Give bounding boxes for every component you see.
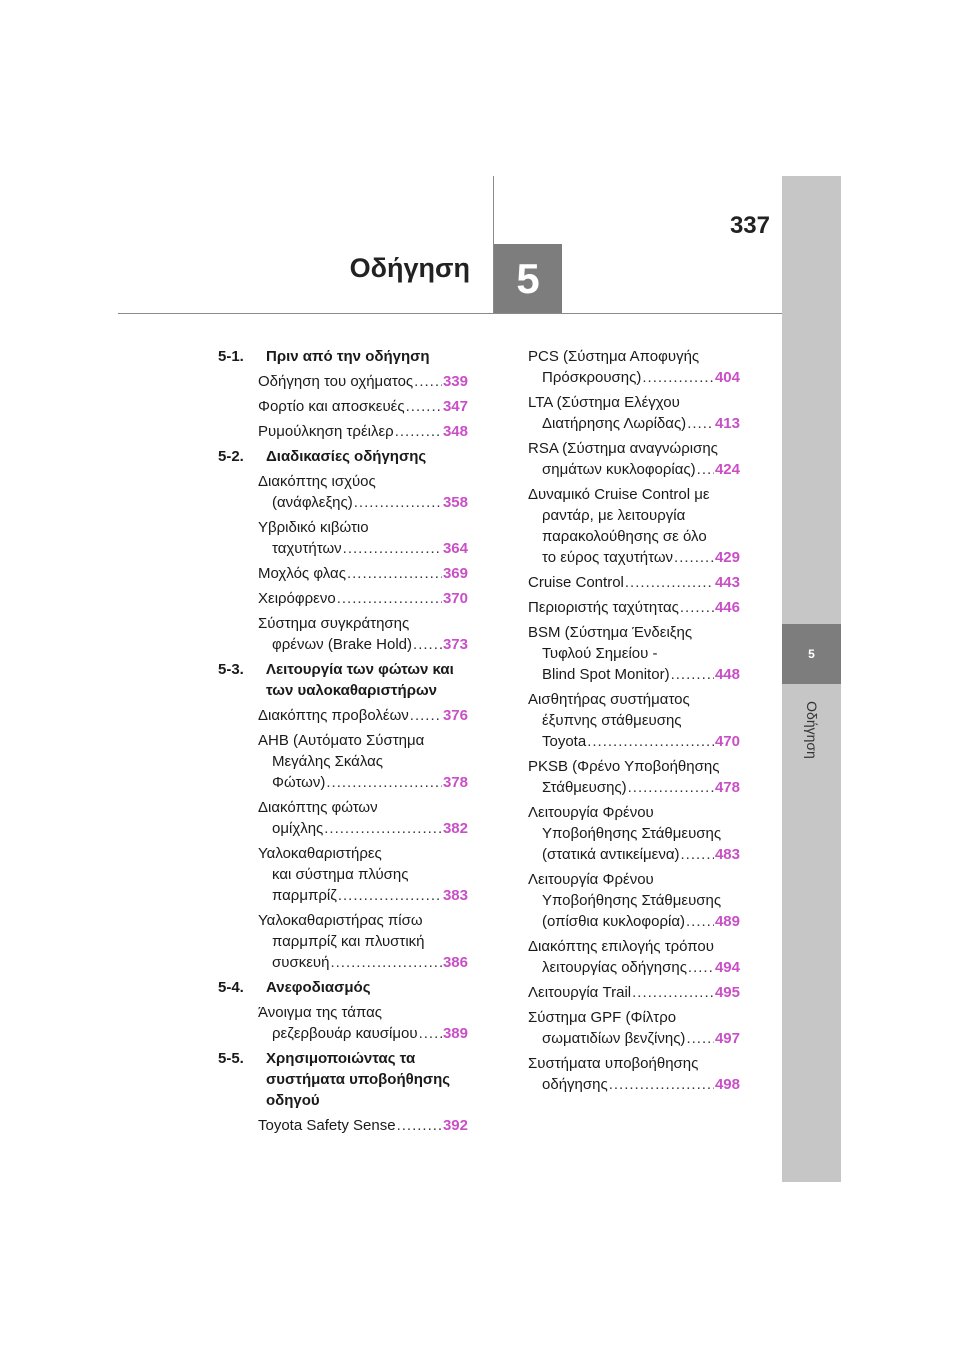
toc-entry-text: Πρόσκρουσης) xyxy=(542,369,642,386)
toc-entry[interactable] xyxy=(528,802,740,865)
toc-entry-last-line xyxy=(528,459,740,480)
toc-page-link[interactable]: 364 xyxy=(442,540,468,557)
header-horizontal-rule xyxy=(118,313,782,314)
toc-entry[interactable] xyxy=(528,346,740,388)
toc-entry-last-line xyxy=(258,396,468,417)
toc-entry-text: παρακολούθησης σε όλο xyxy=(542,528,707,545)
toc-entry-text: Διακόπτης ισχύος xyxy=(258,473,376,490)
toc-page-link[interactable]: 386 xyxy=(442,954,468,971)
toc-page-link[interactable]: 446 xyxy=(714,599,740,616)
toc-entry-text: συσκευή xyxy=(272,954,330,971)
toc-entry-last-line xyxy=(528,1028,740,1049)
toc-leader-dots xyxy=(347,563,442,584)
toc-page-link[interactable]: 339 xyxy=(442,373,468,390)
toc-leader-dots xyxy=(410,705,442,726)
toc-entry-last-line xyxy=(528,572,740,593)
toc-entry-text: παρμπρίζ και πλυστική xyxy=(272,933,425,950)
toc-entry-text: Λειτουργία Φρένου xyxy=(528,871,654,888)
toc-entry[interactable] xyxy=(528,438,740,480)
toc-entry-last-line xyxy=(528,957,740,978)
toc-entry[interactable] xyxy=(528,1007,740,1049)
toc-entry-text: Οδήγηση του οχήματος xyxy=(258,373,414,390)
toc-leader-dots xyxy=(681,844,714,865)
toc-entry-text: (οπίσθια κυκλοφορία) xyxy=(542,913,685,930)
toc-leader-dots xyxy=(628,777,714,798)
toc-entry-text: οδήγησης xyxy=(542,1076,608,1093)
toc-entry-text: σημάτων κυκλοφορίας) xyxy=(542,461,696,478)
toc-entry-text: Περιοριστής ταχύτητας xyxy=(528,599,679,616)
toc-entry-text: Υποβοήθησης Στάθμευσης xyxy=(542,892,722,909)
toc-entry[interactable] xyxy=(218,843,468,906)
toc-page-link[interactable]: 498 xyxy=(714,1076,740,1093)
toc-entry-last-line xyxy=(258,705,468,726)
toc-leader-dots xyxy=(632,982,714,1003)
toc-section-number: 5-1. xyxy=(218,348,244,365)
toc-leader-dots xyxy=(337,588,442,609)
toc-entry-text: λειτουργίας οδήγησης xyxy=(542,959,687,976)
toc-entry[interactable] xyxy=(528,484,740,568)
toc-leader-dots xyxy=(354,492,442,513)
toc-page-link[interactable]: 483 xyxy=(714,846,740,863)
toc-leader-dots xyxy=(680,597,714,618)
toc-entry-last-line xyxy=(528,731,740,752)
toc-entry-last-line xyxy=(258,588,468,609)
toc-entry-text: Cruise Control xyxy=(528,574,624,591)
toc-entry[interactable] xyxy=(528,572,740,593)
toc-entry-text: BSM (Σύστημα Ένδειξης xyxy=(528,624,693,641)
toc-entry-text: PCS (Σύστημα Αποφυγής xyxy=(528,348,700,365)
toc-leader-dots xyxy=(338,885,442,906)
toc-entry-last-line xyxy=(528,1074,740,1095)
toc-entry-last-line xyxy=(258,421,468,442)
toc-entry-last-line xyxy=(528,844,740,865)
toc-leader-dots xyxy=(587,731,714,752)
toc-entry-text: Toyota xyxy=(542,733,587,750)
toc-entry[interactable] xyxy=(218,371,468,392)
toc-section-title: Λειτουργία των φώτων και xyxy=(266,661,454,678)
toc-page-link[interactable]: 478 xyxy=(714,779,740,796)
toc-entry-last-line xyxy=(528,413,740,434)
toc-page-link[interactable]: 413 xyxy=(714,415,740,432)
toc-entry-last-line xyxy=(258,1023,468,1044)
toc-entry[interactable] xyxy=(218,730,468,793)
toc-entry-last-line xyxy=(528,982,740,1003)
toc-entry-text: Δυναμικό Cruise Control με xyxy=(528,486,710,503)
toc-page-link[interactable]: 470 xyxy=(714,733,740,750)
toc-leader-dots xyxy=(671,664,714,685)
side-tab-number: 5 xyxy=(808,647,815,661)
toc-left-column xyxy=(218,346,468,1140)
toc-page-link[interactable]: 424 xyxy=(714,461,740,478)
toc-entry-text: Στάθμευσης) xyxy=(542,779,627,796)
toc-page-link[interactable]: 348 xyxy=(442,423,468,440)
toc-entry-last-line xyxy=(528,664,740,685)
toc-entry-text: Χειρόφρενο xyxy=(258,590,336,607)
toc-entry-text: Υποβοήθησης Στάθμευσης xyxy=(542,825,722,842)
toc-entry-last-line xyxy=(258,772,468,793)
toc-entry-text: Διακόπτης φώτων xyxy=(258,799,378,816)
toc-entry-last-line xyxy=(258,1115,468,1136)
toc-section-title: Διαδικασίες οδήγησης xyxy=(266,448,427,465)
toc-leader-dots xyxy=(688,957,714,978)
toc-page-link[interactable]: 443 xyxy=(714,574,740,591)
toc-page-link[interactable]: 369 xyxy=(442,565,468,582)
toc-entry-text: Διατήρησης Λωρίδας) xyxy=(542,415,687,432)
toc-entry-last-line xyxy=(258,563,468,584)
toc-entry-text: Toyota Safety Sense xyxy=(258,1117,396,1134)
toc-entry-last-line xyxy=(258,818,468,839)
toc-page-link[interactable]: 370 xyxy=(442,590,468,607)
toc-leader-dots xyxy=(609,1074,714,1095)
toc-entry[interactable] xyxy=(218,421,468,442)
toc-entry[interactable] xyxy=(218,396,468,417)
toc-leader-dots xyxy=(625,572,714,593)
toc-entry[interactable] xyxy=(218,1115,468,1136)
toc-leader-dots xyxy=(395,421,442,442)
chapter-title: Οδήγηση xyxy=(349,253,470,283)
toc-page-link[interactable]: 373 xyxy=(442,636,468,653)
toc-page-link[interactable]: 389 xyxy=(442,1025,468,1042)
toc-entry[interactable] xyxy=(528,392,740,434)
side-index-tab[interactable] xyxy=(782,624,841,684)
toc-entry-text: Διακόπτης προβολέων xyxy=(258,707,409,724)
toc-entry[interactable] xyxy=(218,705,468,726)
toc-entry-text: Μεγάλης Σκάλας xyxy=(272,753,384,770)
toc-entry-text: Φορτίο και αποσκευές xyxy=(258,398,405,415)
toc-entry-last-line xyxy=(528,367,740,388)
toc-entry-text: PKSB (Φρένο Υποβοήθησης xyxy=(528,758,720,775)
toc-page-link[interactable]: 494 xyxy=(714,959,740,976)
toc-entry-text: Blind Spot Monitor) xyxy=(542,666,670,683)
toc-section-number: 5-3. xyxy=(218,661,244,678)
toc-entry[interactable] xyxy=(528,597,740,618)
toc-entry-text: ταχυτήτων xyxy=(272,540,342,557)
side-tab-label: Οδήγηση xyxy=(804,701,820,759)
toc-entry-last-line xyxy=(528,597,740,618)
toc-entry-text: Υαλοκαθαριστήρας πίσω xyxy=(258,912,423,929)
toc-leader-dots xyxy=(642,367,714,388)
toc-section-heading xyxy=(218,346,468,367)
toc-entry-last-line xyxy=(258,634,468,655)
toc-entry-text: LTA (Σύστημα Ελέγχου xyxy=(528,394,680,411)
toc-leader-dots xyxy=(324,818,442,839)
toc-entry[interactable] xyxy=(528,1053,740,1095)
toc-entry-text: ρεζερβουάρ καυσίμου xyxy=(272,1025,418,1042)
toc-entry-text: το εύρος ταχυτήτων xyxy=(542,549,674,566)
toc-entry-text: Λειτουργία Φρένου xyxy=(528,804,654,821)
toc-entry-last-line xyxy=(258,538,468,559)
toc-entry-last-line xyxy=(258,885,468,906)
toc-page-link[interactable]: 383 xyxy=(442,887,468,904)
toc-page-link[interactable]: 382 xyxy=(442,820,468,837)
toc-page-link[interactable]: 497 xyxy=(714,1030,740,1047)
toc-leader-dots xyxy=(674,547,714,568)
toc-entry-last-line xyxy=(528,777,740,798)
toc-entry-text: RSA (Σύστημα αναγνώρισης xyxy=(528,440,718,457)
toc-section-heading xyxy=(218,446,468,467)
toc-section-heading xyxy=(218,977,468,998)
toc-entry-text: παρμπρίζ xyxy=(272,887,337,904)
toc-entry-text: και σύστημα πλύσης xyxy=(272,866,409,883)
toc-entry-text: Υβριδικό κιβώτιο xyxy=(258,519,369,536)
toc-entry[interactable] xyxy=(218,517,468,559)
toc-entry-text: Διακόπτης επιλογής τρόπου xyxy=(528,938,714,955)
toc-page-link[interactable]: 358 xyxy=(442,494,468,511)
toc-entry-text: φρένων (Brake Hold) xyxy=(272,636,413,653)
toc-entry[interactable] xyxy=(218,563,468,584)
toc-leader-dots xyxy=(330,952,442,973)
toc-entry-text: Άνοιγμα της τάπας xyxy=(258,1004,382,1021)
toc-entry-last-line xyxy=(258,371,468,392)
toc-entry[interactable] xyxy=(528,756,740,798)
toc-leader-dots xyxy=(686,911,714,932)
toc-entry[interactable] xyxy=(218,1002,468,1044)
toc-entry[interactable] xyxy=(528,869,740,932)
toc-right-column xyxy=(528,346,740,1099)
toc-page-link[interactable]: 495 xyxy=(714,984,740,1001)
toc-section-heading xyxy=(218,1048,468,1111)
toc-entry-text: Φώτων) xyxy=(272,774,326,791)
toc-section-heading xyxy=(218,659,468,701)
toc-entry[interactable] xyxy=(218,797,468,839)
toc-entry-last-line xyxy=(258,492,468,513)
toc-section-title: Πριν από την οδήγηση xyxy=(266,348,430,365)
toc-entry-text: Αισθητήρας συστήματος xyxy=(528,691,690,708)
toc-leader-dots xyxy=(343,538,442,559)
toc-entry-text: Σύστημα GPF (Φίλτρο xyxy=(528,1009,677,1026)
toc-section-number: 5-4. xyxy=(218,979,244,996)
toc-section-number: 5-2. xyxy=(218,448,244,465)
toc-entry-text: Λειτουργία Trail xyxy=(528,984,632,1001)
toc-page-link[interactable]: 429 xyxy=(714,549,740,566)
page-number: 337 xyxy=(729,212,770,239)
toc-leader-dots xyxy=(419,1023,442,1044)
toc-entry-text: ραντάρ, με λειτουργία xyxy=(542,507,686,524)
toc-entry-last-line xyxy=(258,952,468,973)
toc-leader-dots xyxy=(686,1028,714,1049)
toc-entry-text: σωματιδίων βενζίνης) xyxy=(542,1030,686,1047)
toc-entry-text: (ανάφλεξης) xyxy=(272,494,353,511)
toc-entry[interactable] xyxy=(528,689,740,752)
toc-page-link[interactable]: 404 xyxy=(714,369,740,386)
chapter-number-box xyxy=(494,244,562,313)
toc-page-link[interactable]: 489 xyxy=(714,913,740,930)
toc-leader-dots xyxy=(406,396,442,417)
toc-leader-dots xyxy=(413,634,442,655)
toc-section-number: 5-5. xyxy=(218,1050,244,1067)
toc-section-title: των υαλοκαθαριστήρων xyxy=(266,682,438,699)
toc-page-link[interactable]: 448 xyxy=(714,666,740,683)
toc-section-title: Χρησιμοποιώντας τα xyxy=(266,1050,416,1067)
toc-entry[interactable] xyxy=(528,936,740,978)
toc-leader-dots xyxy=(697,459,714,480)
toc-section-title: συστήματα υποβοήθησης xyxy=(266,1071,451,1088)
toc-entry[interactable] xyxy=(528,982,740,1003)
toc-entry-text: Τυφλού Σημείου - xyxy=(542,645,658,662)
toc-entry-text: Σύστημα συγκράτησης xyxy=(258,615,410,632)
toc-leader-dots xyxy=(414,371,442,392)
toc-entry-text: AHB (Αυτόματο Σύστημα xyxy=(258,732,425,749)
toc-leader-dots xyxy=(687,413,714,434)
toc-entry-text: έξυπνης στάθμευσης xyxy=(542,712,682,729)
toc-section-title: Ανεφοδιασμός xyxy=(266,979,371,996)
toc-entry-text: ομίχλης xyxy=(272,820,324,837)
toc-entry[interactable] xyxy=(218,613,468,655)
toc-entry[interactable] xyxy=(218,588,468,609)
toc-entry[interactable] xyxy=(218,910,468,973)
toc-page-link[interactable]: 378 xyxy=(442,774,468,791)
toc-page-link[interactable]: 347 xyxy=(442,398,468,415)
toc-page-link[interactable]: 376 xyxy=(442,707,468,724)
toc-entry-last-line xyxy=(528,911,740,932)
toc-entry-text: (στατικά αντικείμενα) xyxy=(542,846,680,863)
toc-entry-text: Ρυμούλκηση τρέιλερ xyxy=(258,423,394,440)
toc-page-link[interactable]: 392 xyxy=(442,1117,468,1134)
chapter-number: 5 xyxy=(516,254,540,302)
toc-entry[interactable] xyxy=(218,471,468,513)
toc-entry-text: Υαλοκαθαριστήρες xyxy=(258,845,382,862)
toc-entry[interactable] xyxy=(528,622,740,685)
toc-section-title: οδηγού xyxy=(266,1092,320,1109)
toc-entry-text: Συστήματα υποβοήθησης xyxy=(528,1055,699,1072)
toc-leader-dots xyxy=(397,1115,442,1136)
toc-entry-last-line xyxy=(528,547,740,568)
side-tab-label-wrap xyxy=(802,690,822,770)
toc-leader-dots xyxy=(326,772,442,793)
toc-entry-text: Μοχλός φλας xyxy=(258,565,346,582)
